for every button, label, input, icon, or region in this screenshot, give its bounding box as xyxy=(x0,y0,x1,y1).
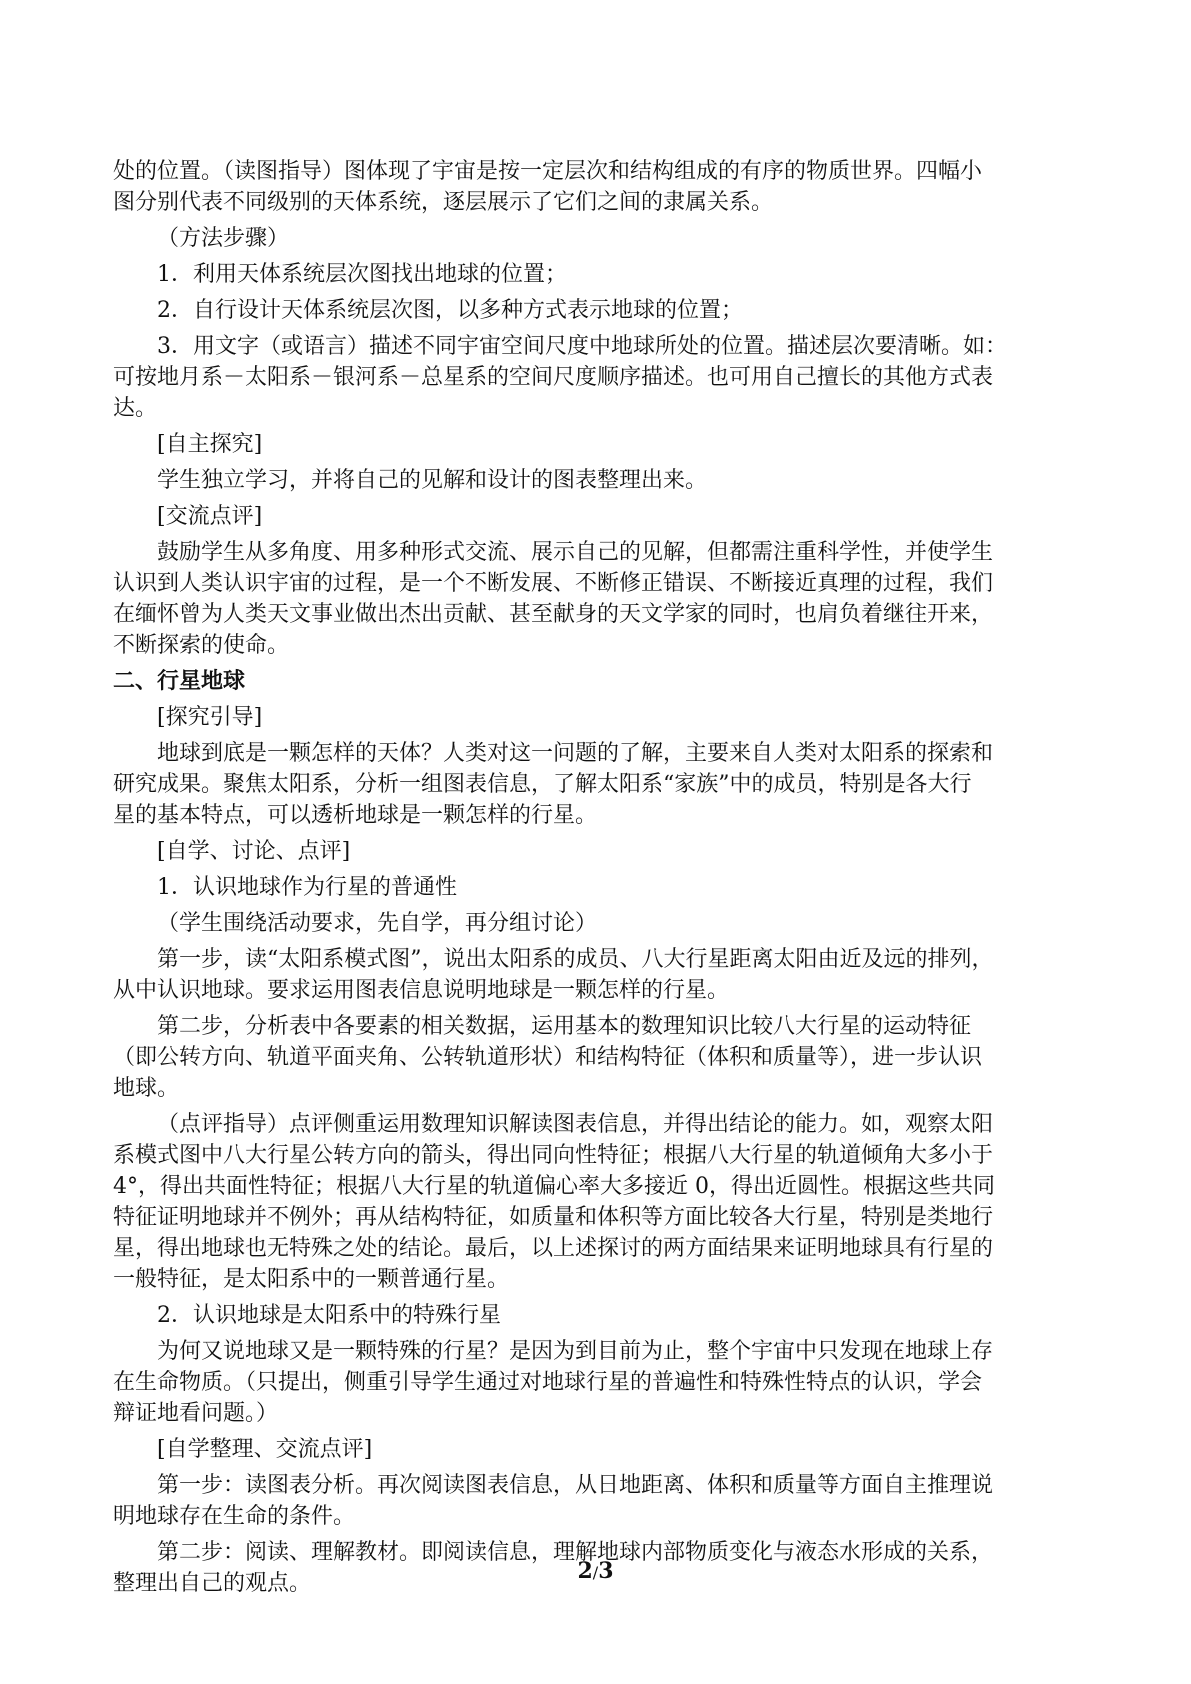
text-line: 第二步，分析表中各要素的相关数据，运用基本的数理知识比较八大行星的运动特征 xyxy=(157,1014,972,1039)
text-line: 研究成果。聚焦太阳系，分析一组图表信息，了解太阳系“家族”中的成员，特别是各大行 xyxy=(113,772,972,797)
paragraph xyxy=(113,1011,1093,1104)
paragraph xyxy=(113,1300,1093,1331)
paragraph xyxy=(113,1336,1093,1429)
text-line: 达。 xyxy=(113,396,158,421)
text-line: 星，得出地球也无特殊之处的结论。最后，以上述探讨的两方面结果来证明地球具有行星的 xyxy=(113,1236,994,1261)
paragraph xyxy=(113,429,1093,460)
text-line: 在缅怀曾为人类天文事业做出杰出贡献、甚至献身的天文学家的同时，也肩负着继往开来， xyxy=(113,602,994,627)
text-line: [自学、讨论、点评] xyxy=(157,839,351,864)
paragraph xyxy=(113,223,1093,254)
section-heading xyxy=(113,666,1093,697)
paragraph xyxy=(113,501,1093,532)
paragraph xyxy=(113,908,1093,939)
page-total: 3 xyxy=(598,1558,614,1584)
text-line: （学生围绕活动要求，先自学，再分组讨论） xyxy=(157,911,598,936)
page-separator: / xyxy=(592,1563,599,1582)
text-line: 第二步：阅读、理解教材。即阅读信息，理解地球内部物质变化与液态水形成的关系， xyxy=(157,1540,994,1565)
text-line: 从中认识地球。要求运用图表信息说明地球是一颗怎样的行星。 xyxy=(113,978,730,1003)
text-line: [探究引导] xyxy=(157,705,263,730)
text-line: （点评指导）点评侧重运用数理知识解读图表信息，并得出结论的能力。如，观察太阳 xyxy=(157,1112,994,1137)
paragraph xyxy=(113,1434,1093,1465)
text-line: 处的位置。（读图指导）图体现了宇宙是按一定层次和结构组成的有序的物质世界。四幅小 xyxy=(113,159,983,184)
text-line: 地球。 xyxy=(113,1076,180,1101)
paragraph xyxy=(113,944,1093,1006)
text-line: 辩证地看问题。） xyxy=(113,1401,279,1426)
paragraph xyxy=(113,295,1093,326)
text-line: （方法步骤） xyxy=(157,226,290,251)
text-line: 学生独立学习，并将自己的见解和设计的图表整理出来。 xyxy=(157,468,708,493)
text-line: 二、行星地球 xyxy=(113,669,246,694)
text-line: [自主探究] xyxy=(157,432,263,457)
paragraph xyxy=(113,872,1093,903)
text-line: （即公转方向、轨道平面夹角、公转轨道形状）和结构特征（体积和质量等），进一步认识 xyxy=(113,1045,983,1070)
text-line: 明地球存在生命的条件。 xyxy=(113,1504,356,1529)
text-line: 不断探索的使命。 xyxy=(113,633,290,658)
text-line: [自学整理、交流点评] xyxy=(157,1437,373,1462)
paragraph xyxy=(113,702,1093,733)
page-number xyxy=(0,1558,1191,1584)
text-line: 鼓励学生从多角度、用多种形式交流、展示自己的见解，但都需注重科学性，并使学生 xyxy=(157,540,994,565)
text-line: 3．用文字（或语言）描述不同宇宙空间尺度中地球所处的位置。描述层次要清晰。如： xyxy=(157,334,1007,359)
text-line: 1．认识地球作为行星的普通性 xyxy=(157,875,457,900)
paragraph xyxy=(113,738,1093,831)
text-line: 2．自行设计天体系统层次图，以多种方式表示地球的位置； xyxy=(157,298,743,323)
text-line: 1．利用天体系统层次图找出地球的位置； xyxy=(157,262,567,287)
text-line: 整理出自己的观点。 xyxy=(113,1571,312,1596)
text-line: 一般特征，是太阳系中的一颗普通行星。 xyxy=(113,1267,510,1292)
page-current: 2 xyxy=(577,1558,593,1584)
text-line: 在生命物质。（只提出，侧重引导学生通过对地球行星的普遍性和特殊性特点的认识，学会 xyxy=(113,1370,983,1395)
text-line: 系模式图中八大行星公转方向的箭头，得出同向性特征；根据八大行星的轨道倾角大多小于 xyxy=(113,1143,994,1168)
paragraph xyxy=(113,331,1093,424)
paragraph xyxy=(113,836,1093,867)
text-line: 为何又说地球又是一颗特殊的行星？是因为到目前为止，整个宇宙中只发现在地球上存 xyxy=(157,1339,994,1364)
document-body xyxy=(113,156,1093,1604)
paragraph xyxy=(113,1470,1093,1532)
text-line: 2．认识地球是太阳系中的特殊行星 xyxy=(157,1303,501,1328)
text-line: 图分别代表不同级别的天体系统，逐层展示了它们之间的隶属关系。 xyxy=(113,190,774,215)
paragraph xyxy=(113,156,1093,218)
paragraph xyxy=(113,259,1093,290)
paragraph xyxy=(113,537,1093,661)
text-line: 地球到底是一颗怎样的天体？人类对这一问题的了解，主要来自人类对太阳系的探索和 xyxy=(157,741,994,766)
text-line: 认识到人类认识宇宙的过程，是一个不断发展、不断修正错误、不断接近真理的过程，我们 xyxy=(113,571,994,596)
text-line: 第一步：读图表分析。再次阅读图表信息，从日地距离、体积和质量等方面自主推理说 xyxy=(157,1473,994,1498)
text-line: 第一步，读“太阳系模式图”，说出太阳系的成员、八大行星距离太阳由近及远的排列， xyxy=(157,947,994,972)
text-line: 4°，得出共面性特征；根据八大行星的轨道偏心率大多接近 0，得出近圆性。根据这些共同 xyxy=(113,1174,995,1199)
text-line: 可按地月系－太阳系－银河系－总星系的空间尺度顺序描述。也可用自己擅长的其他方式表 xyxy=(113,365,994,390)
text-line: 星的基本特点，可以透析地球是一颗怎样的行星。 xyxy=(113,803,598,828)
text-line: [交流点评] xyxy=(157,504,263,529)
text-line: 特征证明地球并不例外；再从结构特征，如质量和体积等方面比较各大行星，特别是类地行 xyxy=(113,1205,994,1230)
paragraph xyxy=(113,1109,1093,1295)
paragraph xyxy=(113,465,1093,496)
